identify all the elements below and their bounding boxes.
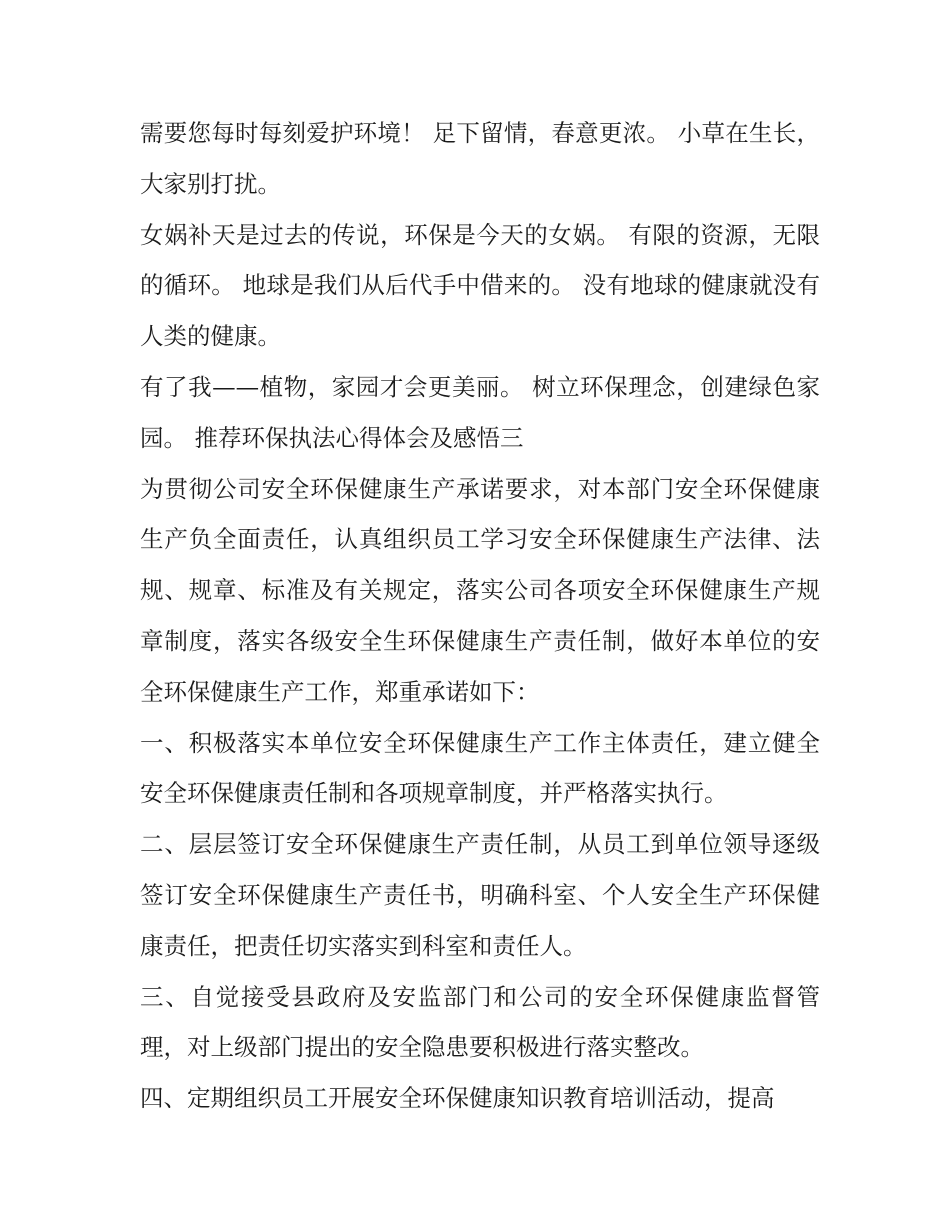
paragraph-5: 一、积极落实本单位安全环保健康生产工作主体责任，建立健全安全环保健康责任制和各项规章制度，并严格落实执行。 bbox=[140, 728, 820, 808]
paragraph-6: 二、层层签订安全环保健康生产责任制，从员工到单位领导逐级签订安全环保健康生产责任书，明确科室、个人安全生产环保健康责任，把责任切实落实到科室和责任人。 bbox=[140, 830, 820, 960]
paragraph-3: 有了我——植物，家园才会更美丽。 树立环保理念，创建绿色家园。 推荐环保执法心得体会及感悟三 bbox=[140, 372, 820, 452]
paragraph-2: 女娲补天是过去的传说，环保是今天的女娲。 有限的资源，无限的循环。 地球是我们从后代手中借来的。 没有地球的健康就没有人类的健康。 bbox=[140, 220, 820, 351]
paragraph-1: 需要您每时每刻爱护环境！ 足下留情，春意更浓。 小草在生长，大家别打扰。 bbox=[140, 119, 820, 198]
document-body bbox=[140, 108, 820, 1124]
paragraph-8: 四、定期组织员工开展安全环保健康知识教育培训活动，提高 bbox=[140, 1084, 775, 1113]
paragraph-4: 为贯彻公司安全环保健康生产承诺要求，对本部门安全环保健康生产负全面责任，认真组织员工学习安全环保健康生产法律、法规、规章、标准及有关规定，落实公司各项安全环保健康生产规章制度，落实各级安全生环保健康生产责任制，做好本单位的安全环保健康生产工作，郑重承诺如下： bbox=[140, 474, 820, 706]
paragraph-7: 三、自觉接受县政府及安监部门和公司的安全环保健康监督管理，对上级部门提出的安全隐患要积极进行落实整改。 bbox=[140, 982, 820, 1062]
